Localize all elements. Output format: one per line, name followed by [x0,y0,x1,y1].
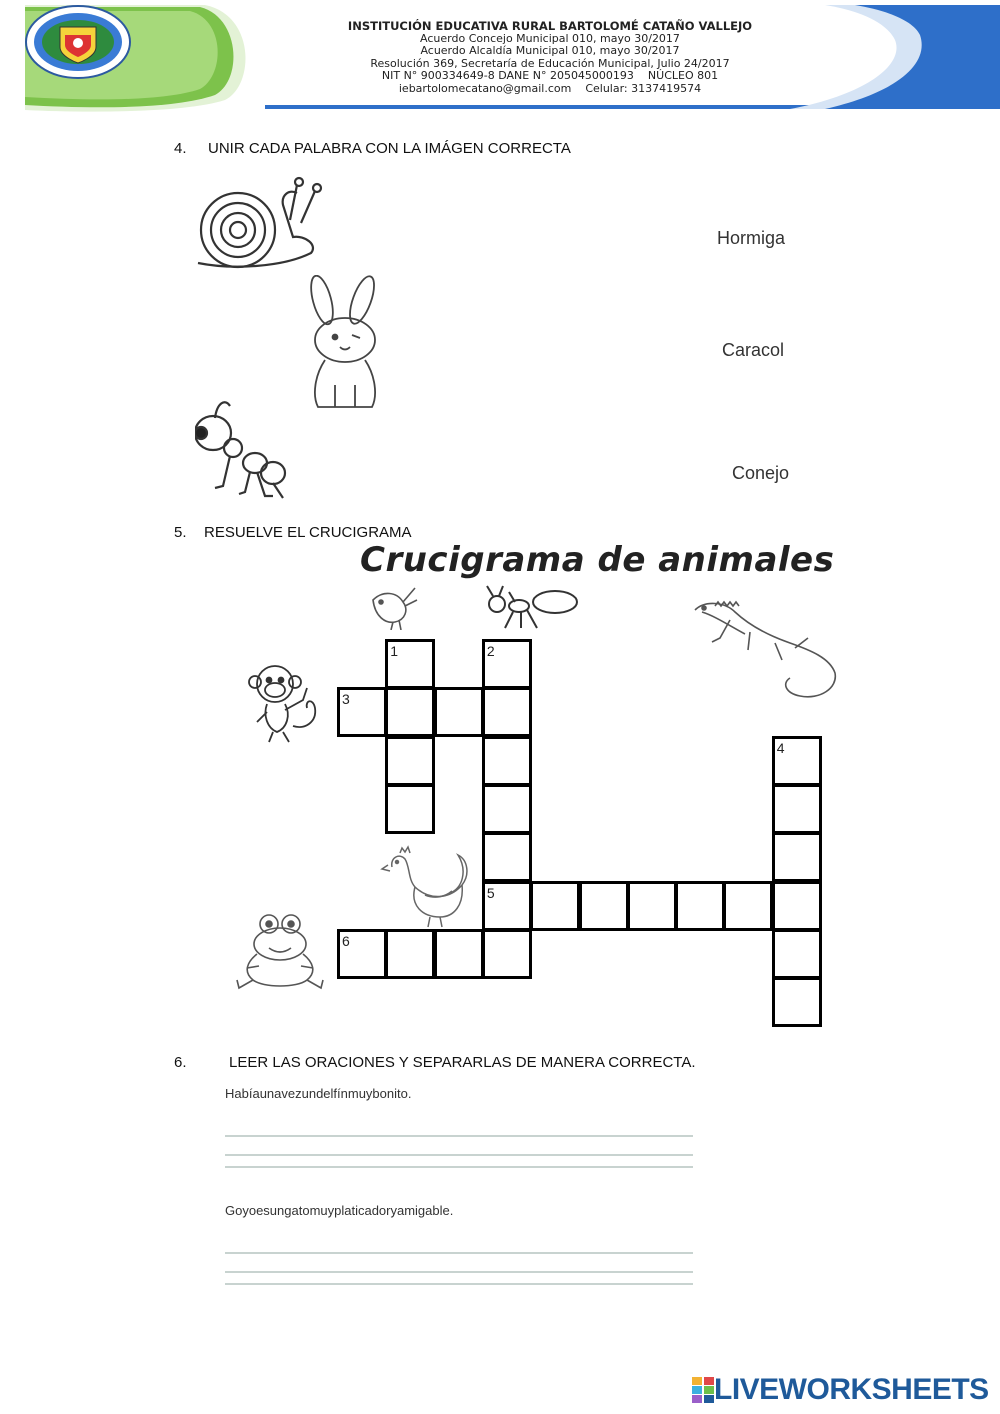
sentence-1: Habíaunavezundelfínmuybonito. [225,1086,412,1101]
crossword-clue-number: 2 [486,643,495,659]
ant-clue-image [485,582,580,632]
crossword-cell[interactable] [723,881,773,931]
section-6-heading [174,1054,696,1071]
header-line: Acuerdo Alcaldía Municipal 010, mayo 30/2017 [420,44,680,57]
section-title: RESUELVE EL CRUCIGRAMA [204,524,412,541]
snail-image [193,175,323,270]
ant-image [195,388,290,508]
crossword-cell[interactable] [772,784,822,834]
crossword-cell[interactable] [385,687,435,737]
header-line: NIT N° 900334649-8 DANE N° 205045000193 NÚCLEO 801 [381,69,719,82]
crossword-cell[interactable] [385,639,435,689]
crossword-cell[interactable] [337,687,387,737]
section-number: 4. [174,140,187,157]
crossword-cell[interactable] [627,881,677,931]
section-number: 6. [174,1054,187,1071]
crossword-cell[interactable] [482,639,532,689]
crossword-cell[interactable] [772,929,822,979]
crossword-cell[interactable] [772,832,822,882]
crossword-title: Crucigrama de animales [360,540,835,580]
crossword-cell[interactable] [482,832,532,882]
answer-line[interactable] [225,1271,693,1273]
document-header [25,5,1000,113]
crossword-cell[interactable] [675,881,725,931]
section-4-heading [174,140,571,157]
liveworksheets-icon [692,1377,714,1403]
liveworksheets-wordmark: LIVEWORKSHEETS [714,1373,989,1406]
institution-name: INSTITUCIÓN EDUCATIVA RURAL BARTOLOMÉ CATAÑO VALLEJO [347,19,753,33]
crossword-cell[interactable] [385,929,435,979]
crossword-cell[interactable] [385,784,435,834]
header-text-block [285,20,815,95]
iguana-image [690,598,840,703]
monkey-image [245,660,330,745]
crossword-clue-number: 4 [776,739,785,756]
match-word-hormiga[interactable]: Hormiga [717,228,786,248]
crossword-cell[interactable] [337,929,387,979]
answer-line[interactable] [225,1283,693,1285]
crossword-cell[interactable] [385,736,435,786]
match-word-conejo[interactable]: Conejo [732,463,790,483]
answer-line[interactable] [225,1135,693,1137]
crossword-cell[interactable] [434,929,484,979]
answer-line[interactable] [225,1252,693,1254]
answer-line[interactable] [225,1154,693,1156]
crossword-cell[interactable] [482,881,532,931]
school-crest-logo [25,5,131,79]
crossword-clue-number: 3 [342,691,350,708]
sentence-2: Goyoesungatomuyplaticadoryamigable. [225,1203,454,1218]
crossword-cell[interactable] [530,881,580,931]
crossword-cell[interactable] [579,881,629,931]
header-line: Resolución 369, Secretaría de Educación Municipal, Julio 24/2017 [370,56,730,70]
match-word-caracol[interactable]: Caracol [722,340,785,360]
section-title: LEER LAS ORACIONES Y SEPARARLAS DE MANERA CORRECTA. [229,1054,696,1071]
header-line: Acuerdo Concejo Municipal 010, mayo 30/2017 [420,31,680,45]
answer-line[interactable] [225,1166,693,1168]
crossword-clue-number: 6 [342,932,350,949]
crossword-cell[interactable] [482,687,532,737]
section-title: UNIR CADA PALABRA CON LA IMÁGEN CORRECTA [208,140,571,157]
hen-image [380,845,475,930]
crossword-clue-number: 1 [390,643,399,659]
rabbit-image [290,275,385,412]
crossword-cell[interactable] [482,784,532,834]
crossword-cell[interactable] [772,881,822,931]
frog-image [233,910,328,995]
crossword-cell[interactable] [434,687,484,737]
section-5-heading [174,524,412,541]
crossword-cell[interactable] [482,736,532,786]
crossword-clue-number: 5 [486,884,495,901]
liveworksheets-logo[interactable] [692,1372,989,1408]
header-line: iebartolomecatano@gmail.com Celular: 3137419574 [398,81,702,95]
section-number: 5. [174,524,187,541]
bird-image [365,580,420,630]
crossword-cell[interactable] [772,736,822,786]
crossword-cell[interactable] [772,977,822,1027]
crossword-cell[interactable] [482,929,532,979]
